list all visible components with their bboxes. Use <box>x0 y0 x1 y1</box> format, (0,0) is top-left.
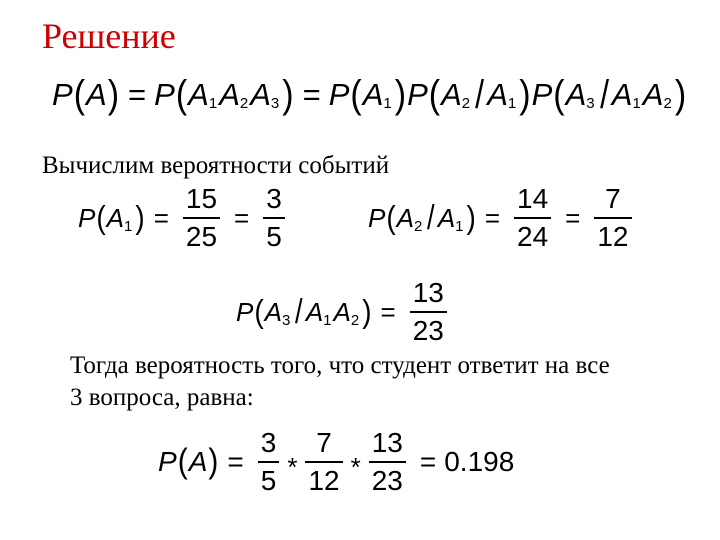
formula-p-a3-given-a1a2: P ( A 3 / A 1 A 2 ) = $\frac{13}{23}$ <box>236 278 453 346</box>
fraction-15-25: $\frac{15}{25}$ <box>183 184 220 252</box>
conclusion-line-1: Тогда вероятность того, что студент ответит на все <box>70 352 610 379</box>
fraction-7-12: $\frac{7}{12}$ <box>594 184 631 252</box>
final-fraction-3: $\frac{13}{23}$ <box>369 428 406 496</box>
final-formula: P ( A ) = $\frac{3}{5}$ * $\frac{7}{12}$ * $\frac{13}{23}$ = 0.198 <box>158 427 515 496</box>
final-fraction-1: $\frac{3}{5}$ <box>258 428 280 496</box>
page-title: Решение <box>42 16 176 56</box>
conclusion-line-2: 3 вопроса, равна: <box>70 384 254 411</box>
fraction-3-5: $\frac{3}{5}$ <box>263 184 285 252</box>
compute-text: Вычислим вероятности событий <box>42 152 390 179</box>
formula-p-a2-given-a1: P ( A 2 / A 1 ) = $\frac{14}{24}$ = $\frac{7}{12}$ <box>368 184 638 252</box>
main-formula: P ( A ) = P ( A 1 A 2 A 3 ) = P ( A 1 ) P ( A 2 / A 1 ) P ( A 3 / A 1 A 2 ) <box>52 72 687 117</box>
final-fraction-2: $\frac{7}{12}$ <box>305 428 342 496</box>
formula-p-a1: P ( A 1 ) = $\frac{15}{25}$ = $\frac{3}{5}$ <box>78 184 291 252</box>
fraction-14-24: $\frac{14}{24}$ <box>514 184 551 252</box>
fraction-13-23: $\frac{13}{23}$ <box>410 278 447 346</box>
final-result: 0.198 <box>444 446 515 477</box>
